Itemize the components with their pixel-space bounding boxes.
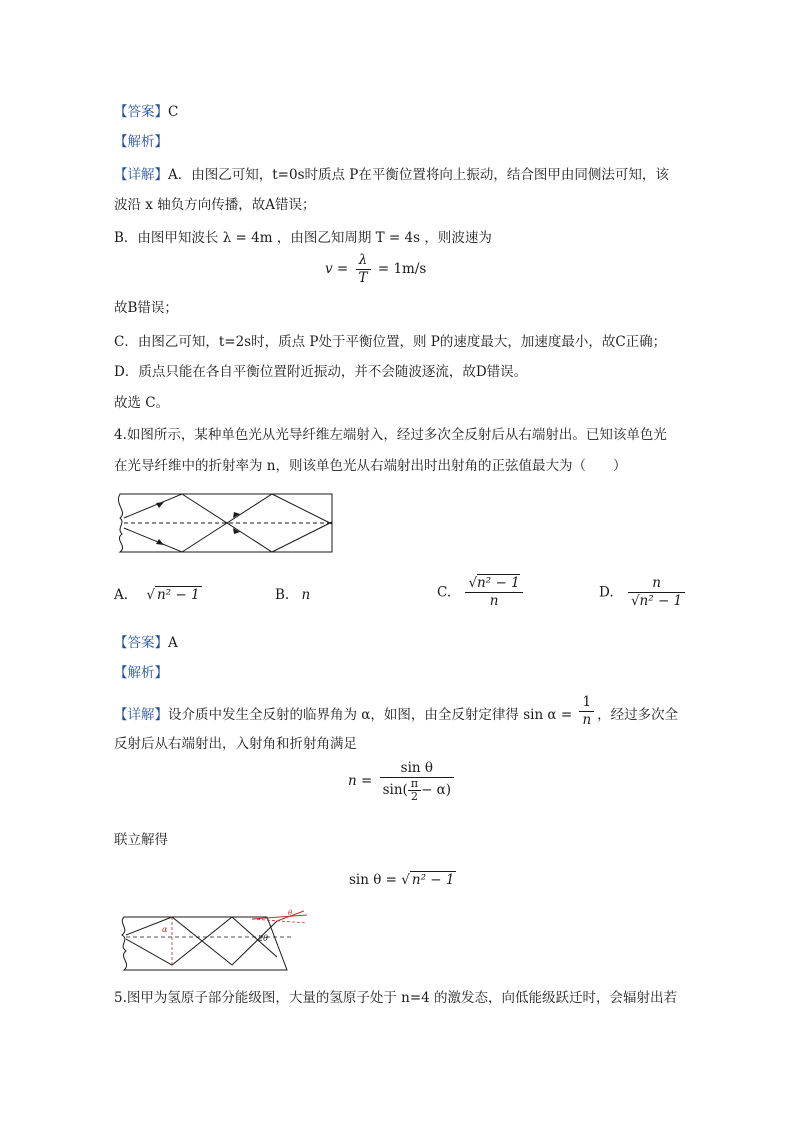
optical-fiber-figure (112, 490, 337, 556)
refraction-numerator: sin θ (400, 760, 434, 776)
theta-label: θ (288, 909, 293, 917)
option-c-numerator: √n² − 1 (468, 575, 520, 591)
analysis-tag-2: 【解析】 (114, 665, 168, 681)
q4-stem-line-1: 4.如图所示，某种单色光从光导纤维左端射入，经过多次全反射后从右端射出。已知该单色光 (114, 427, 667, 443)
detail2-line-2: 反射后从右端射出，入射角和折射角满足 (114, 736, 357, 752)
pi-numerator: π (410, 777, 419, 790)
detail2-tag: 【详解】 (114, 707, 168, 723)
option-a-radicand: n² − 1 (156, 587, 200, 603)
option-d-radicand: n² − 1 (639, 593, 683, 609)
option-d-label: D. (599, 584, 614, 601)
fraction-numerator: λ (358, 252, 368, 268)
refraction-fraction (380, 760, 454, 803)
detail2-line-1 (114, 694, 679, 729)
detail-final: 故选 C。 (114, 395, 170, 411)
critical-fraction-num: 1 (582, 694, 592, 710)
option-a-sqrt: √ n² − 1 (146, 587, 200, 603)
option-d-denominator: √n² − 1 (628, 592, 685, 610)
detail-line-a2: 波沿 x 轴负方向传播，故A错误； (114, 197, 316, 213)
critical-fraction-den: n (579, 711, 594, 729)
solution-lhs: sin θ = (349, 872, 397, 888)
detail-tag: 【详解】 (114, 167, 168, 183)
q4-stem-line-2: 在光导纤维中的折射率为 n，则该单色光从右端射出时出射角的正弦值最大为（ ） (114, 458, 627, 474)
q5-stem: 5.图甲为氢原子部分能级图，大量的氢原子处于 n=4 的激发态，向低能级跃迁时，会辐射出若 (114, 990, 678, 1006)
optical-fiber-angle-figure (112, 905, 312, 975)
pi-denominator: 2 (408, 790, 421, 803)
solution-sqrt: √ n² − 1 (401, 872, 455, 888)
refraction-lhs: n = (348, 773, 373, 789)
detail2-text-b: ，经过多次全 (597, 707, 679, 723)
two-theta-label: 2θ (258, 934, 268, 943)
alpha-label: α (162, 925, 168, 934)
answer-value: C (168, 104, 179, 120)
detail2-text-a: 设介质中发生全反射的临界角为 α，如图，由全反射定律得 sin α = (168, 707, 573, 723)
detail-line-c: C．由图乙可知，t=2s时，质点 P处于平衡位置，则 P的速度最大，加速度最小，故C正确； (114, 334, 667, 350)
q4-option-a[interactable] (114, 585, 202, 605)
option-c-denominator: n (465, 592, 522, 610)
answer-line-2 (114, 633, 178, 653)
option-c-label: C. (437, 584, 452, 601)
refraction-denominator (380, 777, 454, 803)
denominator-suffix: − α) (421, 782, 452, 798)
fraction-denominator: T (356, 269, 371, 287)
q4-option-c[interactable] (437, 575, 526, 610)
analysis-tag-1: 【解析】 (114, 134, 168, 150)
detail2-line-3: 联立解得 (114, 832, 168, 848)
formula-fraction (356, 252, 371, 287)
formula-rhs: = 1m/s (377, 261, 427, 277)
answer-line-1 (114, 102, 178, 122)
pi-over-two (408, 778, 421, 803)
q4-option-d[interactable] (599, 575, 688, 610)
option-a-label: A. (114, 587, 129, 603)
answer-value-2: A (168, 635, 178, 651)
detail-line-a (114, 165, 669, 185)
denominator-prefix: sin( (382, 782, 408, 798)
detail-line-b: B．由图甲知波长 λ = 4m ，由图乙知周期 T = 4s ，则波速为 (114, 230, 492, 246)
detail-line-b-conclusion: 故B错误； (114, 300, 178, 316)
option-b-label: B. (275, 587, 290, 603)
q4-option-b[interactable] (275, 585, 310, 605)
option-d-fraction (628, 575, 685, 610)
detail-line-d: D．质点只能在各自平衡位置附近振动，并不会随波逐流，故D错误。 (114, 364, 528, 380)
detail-text-a: A．由图乙可知，t=0s时质点 P在平衡位置将向上振动，结合图甲由同侧法可知，该 (168, 167, 669, 183)
wave-speed-formula (325, 252, 426, 287)
solution-formula (349, 870, 456, 890)
formula-lhs: v = (325, 261, 349, 277)
answer-tag: 【答案】 (114, 104, 168, 120)
solution-radicand: n² − 1 (411, 872, 455, 888)
option-c-fraction (465, 575, 522, 610)
option-b-value: n (301, 587, 311, 603)
option-c-radicand: n² − 1 (477, 575, 520, 591)
option-d-numerator: n (652, 575, 661, 591)
refraction-formula (348, 760, 457, 803)
answer-tag-2: 【答案】 (114, 635, 168, 651)
critical-angle-fraction (579, 694, 594, 729)
